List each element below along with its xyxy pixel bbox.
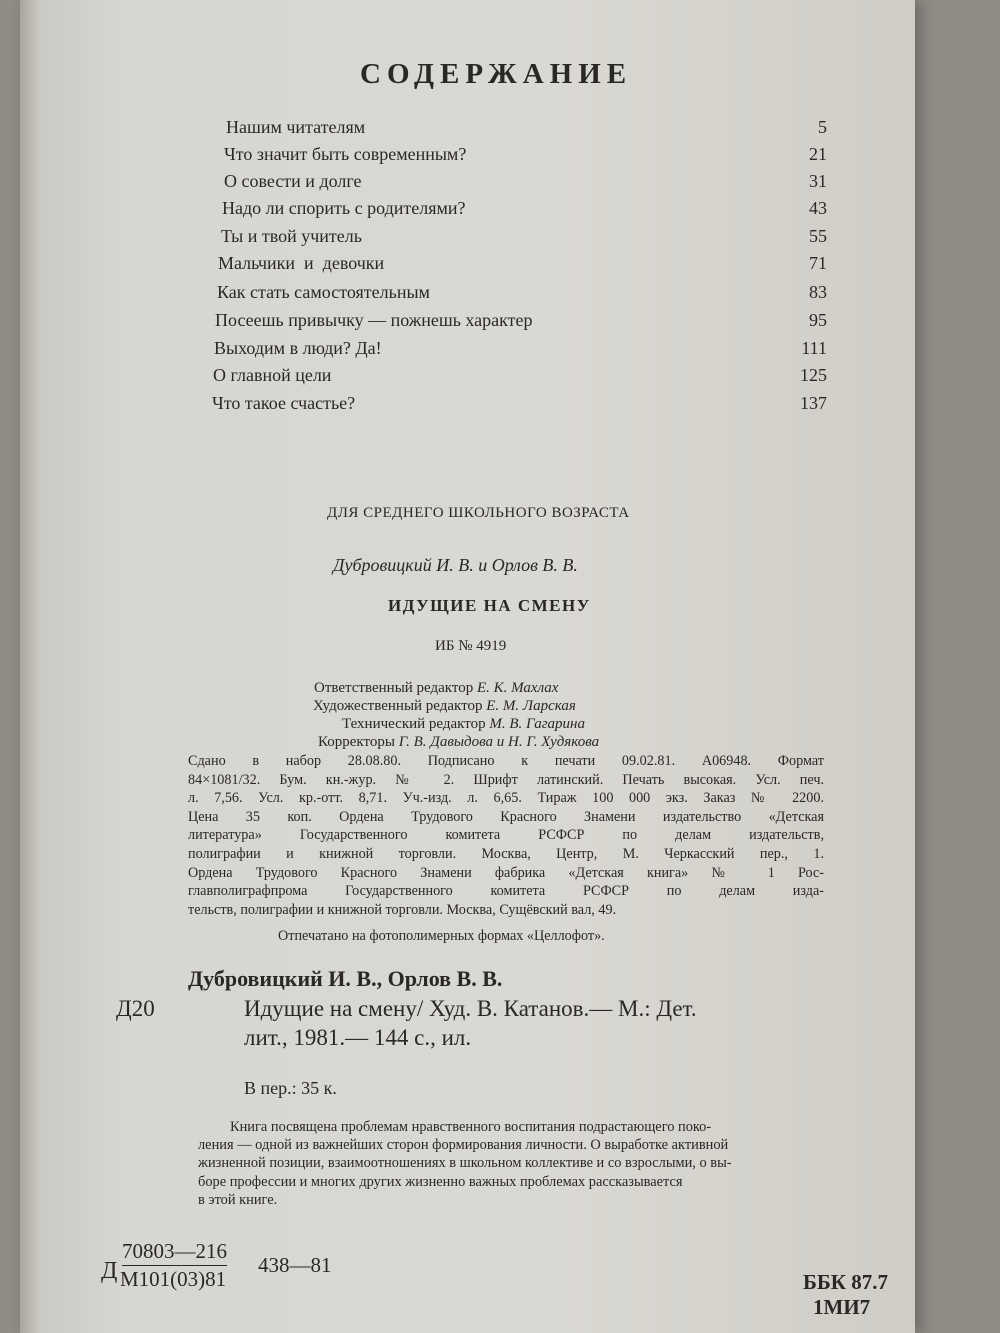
toc-row [0,365,1000,389]
classification-letter: Д [101,1258,118,1284]
catalog-description: Идущие на смену/ Худ. В. Катанов.— М.: Дет. [244,996,697,1021]
catalog-description: лит., 1981.— 144 с., ил. [244,1025,472,1050]
imprint-line: Ордена Трудового Красного Знамени фабрика «Детская книга» № 1 Рос- [188,864,824,881]
toc-page-number: 137 [800,393,827,413]
classification-denominator: М101(03)81 [120,1267,227,1291]
toc-label: Что такое счастье? [212,393,356,413]
toc-row [0,393,1000,417]
credit-line [318,734,599,751]
toc-row [0,117,1000,141]
credit-role: Художественный редактор [313,698,483,714]
toc-label: Выходим в люди? Да! [214,338,382,358]
imprint-line: 84×1081/32. Бум. кн.-жур. № 2. Шрифт латинский. Печать высокая. Усл. печ. [188,771,824,788]
credit-line [342,716,585,733]
toc-label: Мальчики и девочки [218,253,385,273]
toc-label: О совести и долге [224,171,362,191]
toc-row [0,226,1000,250]
ib-number: ИБ № 4919 [435,638,507,654]
toc-row [0,253,1000,277]
book-title: ИДУЩИЕ НА СМЕНУ [388,596,591,615]
imprint-line: литература» Государственного комитета РСФСР по делам издательств, [188,827,824,844]
imprint-line: Цена 35 коп. Ордена Трудового Красного Знамени издательство «Детская [188,808,824,825]
catalog-index: Д20 [116,996,155,1021]
toc-page-number: 5 [818,117,827,137]
contents-title: СОДЕРЖАНИЕ [360,58,633,90]
annotation-block [198,1118,900,1209]
toc-page-number: 55 [809,226,827,246]
catalog-author: Дубровицкий И. В., Орлов В. В. [188,966,503,991]
toc-label: Нашим читателям [226,117,366,137]
toc-page-number: 111 [801,338,827,358]
toc-page-number: 125 [800,365,827,385]
toc-label: Как стать самостоятельным [217,282,430,302]
imprint-line: л. 7,56. Усл. кр.-отт. 8,71. Уч.-изд. л. 6,65. Тираж 100 000 экз. Заказ № 2200. [188,790,824,807]
toc-page-number: 83 [809,282,827,302]
credit-role: Корректоры [318,734,395,750]
annotation-line: в этой книге. [198,1191,278,1208]
imprint-line: главполиграфпрома Государственного комитета РСФСР по делам изда- [188,883,824,900]
toc-page-number: 21 [809,144,827,164]
credit-role: Ответственный редактор [314,680,474,696]
toc-label: Надо ли спорить с родителями? [222,198,466,218]
toc-row [0,282,1000,306]
imprint-line: полиграфии и книжной торговли. Москва, Центр, М. Черкасский пер., 1. [188,845,824,862]
toc-row [0,198,1000,222]
credit-name: Е. К. Махлах [477,680,559,696]
toc-page-number: 95 [809,310,827,330]
imprint-line: тельств, полиграфии и книжной торговли. Москва, Сущёвский вал, 49. [188,901,617,918]
annotation-line: жизненной позиции, взаимоотношениях в школьном коллективе и со взрослыми, о вы- [198,1155,732,1172]
authors-line: Дубровицкий И. В. и Орлов В. В. [333,555,578,575]
price-line: В пер.: 35 к. [244,1078,337,1098]
credit-name: Г. В. Давыдова и Н. Г. Худякова [398,734,600,750]
toc-label: О главной цели [213,365,332,385]
imprint-block [188,752,824,919]
toc-label: Посеешь привычку — пожнешь характер [215,310,533,330]
printing-note: Отпечатано на фотополимерных формах «Целлофот». [278,928,605,944]
annotation-line: ления — одной из важнейших сторон формирования личности. О выработке активной [198,1137,729,1154]
classification-numerator: 70803—216 [122,1239,227,1266]
toc-row [0,144,1000,168]
credit-name: Е. М. Ларская [486,698,576,714]
toc-page-number: 43 [809,198,827,218]
credit-role: Технический редактор [342,716,486,732]
bbk-code: 1МИ7 [813,1295,871,1319]
toc-row [0,310,1000,334]
imprint-line: Сдано в набор 28.08.80. Подписано к печати 09.02.81. А06948. Формат [188,753,824,769]
toc-label: Что значит быть современным? [224,144,467,164]
annotation-line: Книга посвящена проблемам нравственного воспитания подрастающего поко- [230,1119,712,1135]
credit-name: М. В. Гагарина [489,716,586,732]
toc-page-number: 71 [809,253,827,273]
toc-row [0,338,1000,362]
toc-page-number: 31 [809,171,827,191]
toc-label: Ты и твой учитель [221,226,362,246]
classification-suffix: 438—81 [258,1253,332,1277]
bbk-label: ББК 87.7 [803,1270,888,1294]
audience-note: ДЛЯ СРЕДНЕГО ШКОЛЬНОГО ВОЗРАСТА [327,505,630,521]
credit-line [313,698,576,715]
credit-line [314,680,558,697]
annotation-line: боре профессии и многих других жизненно важных проблемах рассказывается [198,1173,683,1190]
toc-row [0,171,1000,195]
